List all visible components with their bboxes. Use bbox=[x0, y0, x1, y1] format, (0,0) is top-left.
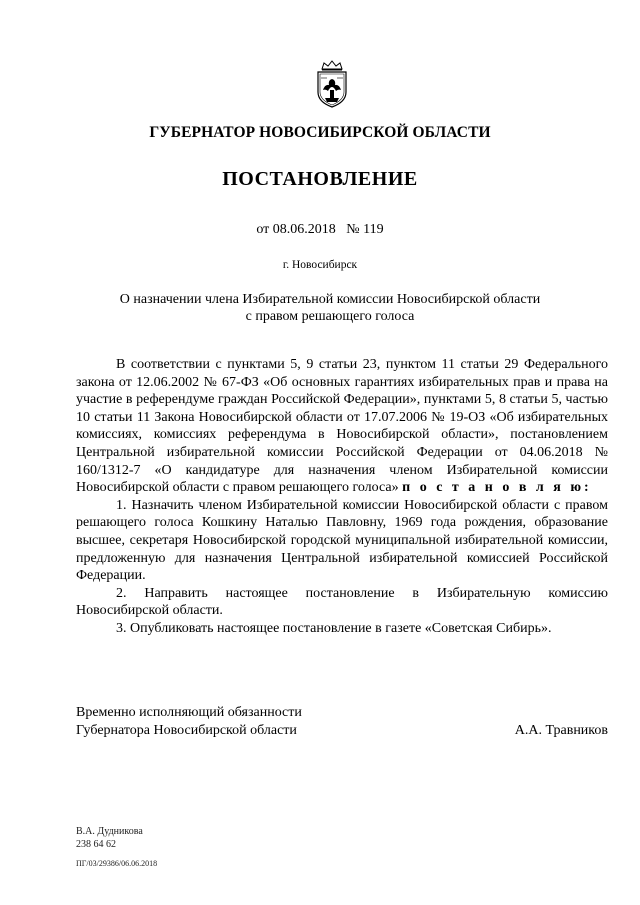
item-1: 1. Назначить членом Избирательной комиссии Новосибирской области с правом решающего голоса Кошкину Наталью Павловну, 1969 года рождения, образование высшее, секретаря Новосибирской городской муниципальной избирательной комиссии, предложенную для назначения Центральной избирательной комиссией Российской Федерации. bbox=[76, 497, 608, 584]
subject-line-2: с правом решающего голоса bbox=[245, 309, 415, 324]
date-prefix: от bbox=[256, 222, 270, 237]
preamble-paragraph bbox=[76, 356, 608, 497]
number-sign: № bbox=[346, 222, 360, 237]
city: г. Новосибирск bbox=[282, 259, 358, 271]
signatory-name: А.А. Травников bbox=[514, 722, 608, 738]
subject-line-1: О назначении члена Избирательной комиссии Новосибирской области bbox=[119, 292, 541, 307]
item-2: 2. Направить настоящее постановление в Избирательную комиссию Новосибирской области. bbox=[76, 585, 608, 619]
item-3: 3. Опубликовать настоящее постановление в газете «Советская Сибирь». bbox=[116, 620, 552, 636]
document-type: ПОСТАНОВЛЕНИЕ bbox=[222, 168, 418, 190]
document-date: 08.06.2018 bbox=[272, 222, 336, 237]
footer bbox=[76, 825, 157, 870]
document-number: 119 bbox=[363, 222, 384, 237]
phone: 238 64 62 bbox=[76, 839, 116, 850]
subject bbox=[100, 291, 560, 325]
decree-colon: : bbox=[584, 480, 592, 496]
preamble: В соответствии с пунктами 5, 9 статьи 23, пунктом 11 статьи 29 Федерального закона от 12.06.2002 № 67-ФЗ «Об основных гарантиях избирательных прав и права на участие в референдуме граждан Российской Федерации», пунктами 5, 8 статьи 5, частью 10 статьи 11 Закона Новосибирской области от 17.07.2006 № 19-ОЗ «Об избирательных комиссиях, комиссиях референдума в Новосибирской области», постановлением Центральной избирательной комиссии Российской Федерации от 04.06.2018 № 160/1312-7 «О кандидатуре для назначения членом Избирательной комиссии Новосибирской области с правом решающего голоса» bbox=[76, 357, 608, 496]
coat-of-arms-icon bbox=[313, 60, 351, 108]
document-code: ПГ/03/29386/06.06.2018 bbox=[76, 859, 158, 868]
decree-word: п о с т а н о в л я ю bbox=[402, 480, 585, 496]
signature-block bbox=[76, 704, 608, 739]
date-number-line bbox=[0, 222, 640, 238]
body-text bbox=[76, 356, 608, 638]
author: В.А. Дудникова bbox=[76, 826, 143, 837]
organization-title: ГУБЕРНАТОР НОВОСИБИРСКОЙ ОБЛАСТИ bbox=[149, 124, 491, 141]
signatory-position-1: Временно исполняющий обязанности bbox=[76, 705, 302, 720]
signatory-position-2: Губернатора Новосибирской области bbox=[76, 722, 297, 738]
